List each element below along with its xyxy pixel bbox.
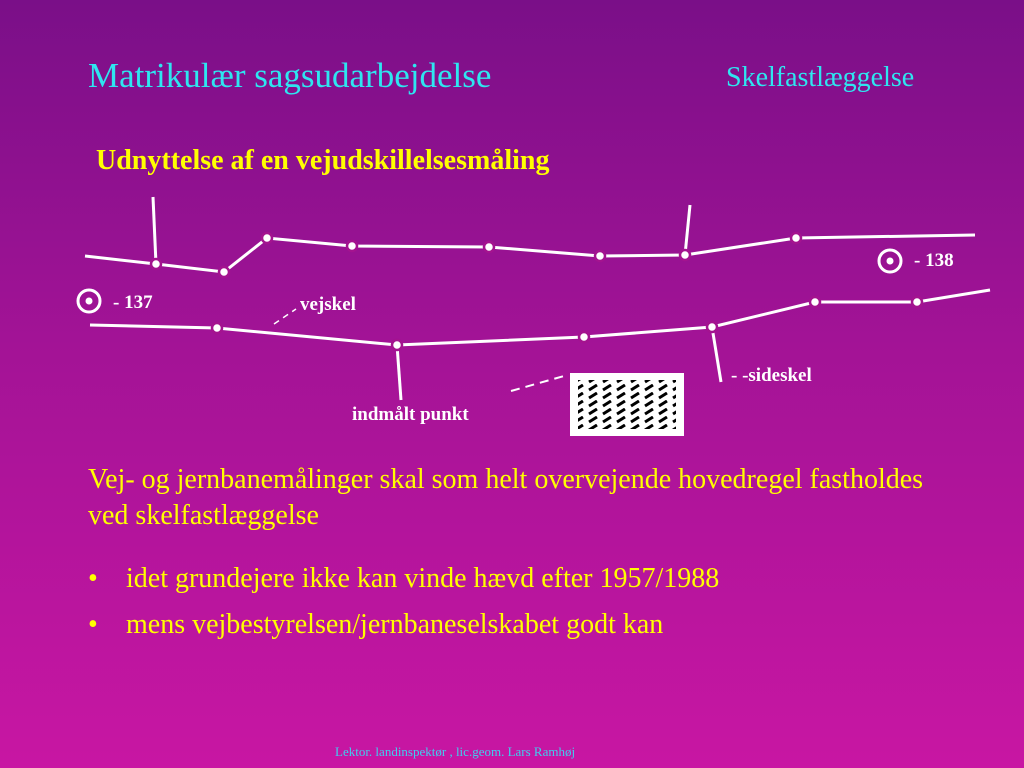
circle-marker-icon (579, 332, 589, 342)
bullet-list (88, 556, 719, 648)
circle-marker-icon (595, 251, 605, 261)
circle-marker-icon (912, 297, 922, 307)
bullet-icon: • (88, 563, 98, 594)
circle-marker-icon (810, 297, 820, 307)
building-leader (511, 376, 564, 391)
circle-marker-icon (219, 267, 229, 277)
lower-road-boundary (90, 290, 990, 345)
road-boundary-leader (274, 309, 296, 324)
hatched-building-icon (571, 374, 683, 435)
footer-credit: Lektor. landinspektør , lic.geom. Lars Ramhøj (335, 744, 576, 759)
list-item-text: mens vejbestyrelsen/jernbaneselskabet godt kan (126, 609, 664, 640)
measured-point-label: indmålt punkt (352, 404, 469, 425)
slide-title: Matrikulær sagsudarbejdelse (88, 56, 492, 95)
circle-marker-icon (680, 250, 690, 260)
list-item-text: idet grundejere ikke kan vinde hævd efter 1957/1988 (126, 563, 720, 594)
circle-marker-icon (707, 322, 717, 332)
fixpoint-137-label: - 137 (113, 292, 153, 313)
circle-marker-icon (151, 259, 161, 269)
circle-marker-icon (791, 233, 801, 243)
circle-marker-icon (262, 233, 272, 243)
bullet-icon: • (88, 609, 98, 640)
side-boundary-dashes: - - (731, 365, 749, 386)
side-boundary-label (731, 366, 812, 385)
section-heading: Udnyttelse af en vejudskillelsesmåling (96, 145, 550, 176)
target-icon (879, 250, 901, 272)
slide-subtitle: Skelfastlæggelse (726, 62, 915, 93)
side-boundary-line (712, 327, 721, 382)
target-icon (78, 290, 100, 312)
upper-road-boundary (85, 235, 975, 272)
circle-marker-icon (212, 323, 222, 333)
list-item (88, 556, 719, 602)
circle-marker-icon (392, 340, 402, 350)
body-paragraph: Vej- og jernbanemålinger skal som helt overvejende hovedregel fastholdes ved skelfastlæggelse (88, 464, 924, 531)
road-boundary-label: vejskel (300, 294, 356, 315)
list-item (88, 602, 719, 648)
upper-side-boundary-right (685, 205, 690, 255)
circle-marker-icon (347, 241, 357, 251)
circle-marker-icon (484, 242, 494, 252)
fixpoint-138-label: - 138 (914, 250, 954, 271)
side-boundary-text: sideskel (748, 365, 812, 386)
upper-side-boundary-left (153, 197, 156, 264)
measured-point-side-boundary (397, 345, 401, 400)
